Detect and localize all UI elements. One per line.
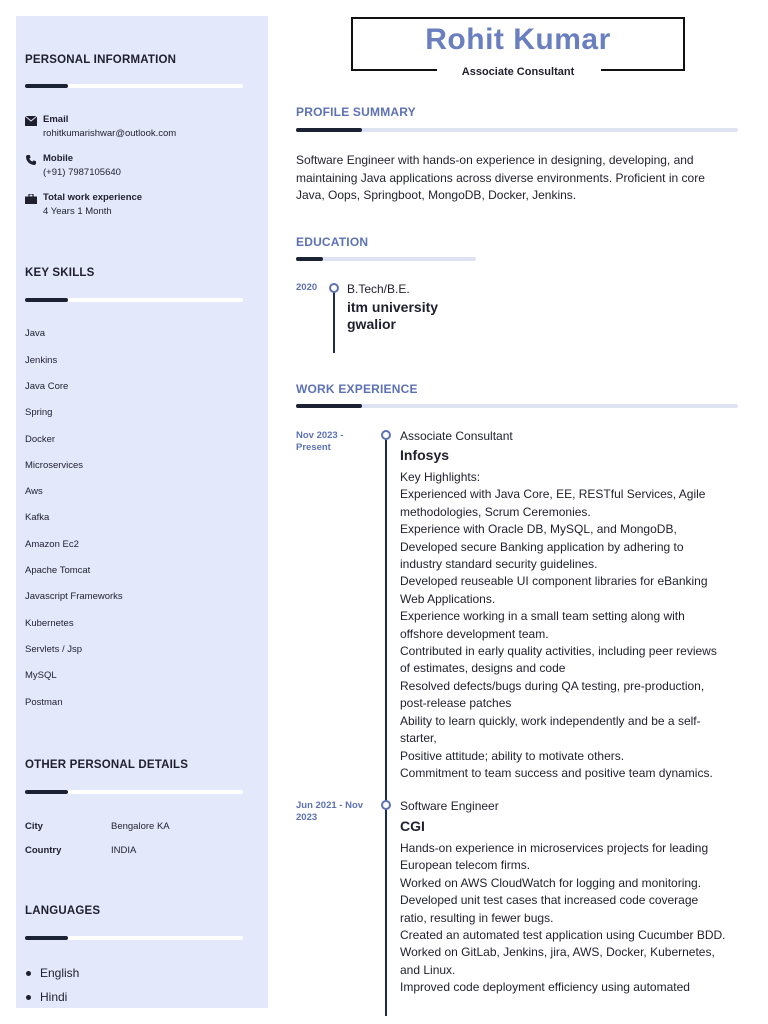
key-skills-heading: KEY SKILLS	[25, 267, 95, 279]
job-line: methodologies, Scrum Ceremonies.	[400, 504, 591, 519]
job-line: Developed secure Banking application by adhering to	[400, 539, 684, 554]
language-label: Hindi	[40, 990, 68, 1004]
job-line: Worked on GitLab, Jenkins, jira, AWS, Docker, Kubernetes,	[400, 945, 715, 960]
job-description	[400, 840, 742, 997]
mobile-label: Mobile	[43, 153, 74, 164]
job-line: Web Applications.	[400, 591, 496, 606]
skill-item: Apache Tomcat	[25, 565, 91, 576]
job-line: Experience with Oracle DB, MySQL, and MongoDB,	[400, 522, 677, 537]
job-date-line: Present	[296, 442, 331, 453]
skill-item: Spring	[25, 407, 53, 418]
profile-summary-heading: PROFILE SUMMARY	[296, 105, 416, 119]
job-line: and Linux.	[400, 962, 456, 977]
skill-item: Postman	[25, 697, 63, 708]
summary-line: Software Engineer with hands-on experience in designing, developing, and	[296, 153, 694, 167]
job-line: Commitment to team success and positive team dynamics.	[400, 765, 713, 780]
job-line: Experienced with Java Core, EE, RESTful Services, Agile	[400, 487, 706, 502]
job-line: industry standard security guidelines.	[400, 557, 598, 572]
job-line: Developed unit test cases that increased code coverage	[400, 893, 699, 908]
job-company: CGI	[400, 818, 425, 834]
country-value: INDIA	[111, 845, 137, 856]
timeline-dot	[329, 283, 339, 293]
education-school	[347, 299, 438, 332]
country-label: Country	[25, 845, 62, 856]
job-line: ratio, resulting in fewer bugs.	[400, 910, 554, 925]
job-line: Created an automated test application using Cucumber BDD.	[400, 928, 726, 943]
job-line: European telecom firms.	[400, 858, 531, 873]
job-date-line: Jun 2021 - Nov	[296, 800, 364, 811]
section-divider	[296, 404, 738, 408]
briefcase-icon	[25, 194, 37, 204]
email-value: rohitkumarishwar@outlook.com	[43, 128, 177, 139]
job-line: Improved code deployment efficiency using automated	[400, 980, 690, 995]
section-divider	[25, 790, 243, 794]
city-value: Bengalore KA	[111, 821, 170, 832]
job-line: Hands-on experience in microservices projects for leading	[400, 841, 709, 855]
section-divider	[296, 128, 738, 132]
skill-item: Amazon Ec2	[25, 539, 79, 550]
skill-item: Java Core	[25, 381, 69, 392]
experience-label: Total work experience	[43, 192, 143, 203]
education-year: 2020	[296, 282, 318, 293]
job-role: Software Engineer	[400, 799, 499, 813]
skill-item: Java	[25, 328, 46, 339]
candidate-role: Associate Consultant	[461, 66, 575, 78]
job-date	[296, 800, 363, 824]
timeline-dot	[381, 800, 391, 810]
envelope-icon	[25, 116, 37, 126]
language-label: English	[40, 966, 80, 980]
job-date-line: 2023	[296, 812, 318, 823]
experience-value: 4 Years 1 Month	[43, 206, 112, 217]
job-date	[296, 430, 344, 454]
profile-summary-text	[296, 152, 738, 205]
personal-information-heading: PERSONAL INFORMATION	[25, 54, 177, 66]
job-line: Developed reuseable UI component libraries for eBanking	[400, 574, 708, 589]
job-line: Resolved defects/bugs during QA testing, pre-production,	[400, 678, 705, 693]
education-heading: EDUCATION	[296, 235, 369, 249]
job-line: Contributed in early quality activities, including peer reviews	[400, 644, 717, 659]
job-line: Worked on AWS CloudWatch for logging and monitoring.	[400, 875, 702, 890]
email-label: Email	[43, 114, 69, 125]
job-line: starter,	[400, 731, 437, 746]
job-line: offshore development team.	[400, 626, 549, 641]
phone-icon	[25, 155, 37, 165]
bullet-icon	[26, 995, 31, 1000]
job-company: Infosys	[400, 447, 450, 463]
timeline-line	[333, 288, 335, 353]
job-date-line: Nov 2023 -	[296, 430, 344, 441]
summary-line: Java, Oops, Springboot, MongoDB, Docker, Jenkins.	[296, 188, 577, 202]
school-line: gwalior	[347, 315, 397, 332]
work-experience-heading: WORK EXPERIENCE	[296, 382, 418, 396]
timeline-dot	[381, 430, 391, 440]
skill-item: Jenkins	[25, 355, 58, 366]
skill-item: Kubernetes	[25, 618, 74, 629]
job-line: Key Highlights:	[400, 470, 481, 484]
school-line: itm university	[347, 299, 439, 315]
skill-item: Aws	[25, 486, 43, 497]
education-degree: B.Tech/B.E.	[347, 282, 410, 296]
sidebar	[16, 16, 268, 1008]
section-divider	[25, 936, 243, 940]
skill-item: Servlets / Jsp	[25, 644, 83, 655]
skill-item: Kafka	[25, 512, 50, 523]
section-divider	[25, 84, 243, 88]
name-header	[351, 17, 685, 78]
job-role: Associate Consultant	[400, 429, 513, 443]
city-label: City	[25, 821, 43, 832]
summary-line: maintaining Java applications across diverse environments. Proficient in core	[296, 170, 705, 185]
job-line: Positive attitude; ability to motivate others.	[400, 748, 625, 763]
other-personal-details-heading: OTHER PERSONAL DETAILS	[25, 759, 189, 771]
timeline-line	[385, 436, 387, 1016]
job-line: Ability to learn quickly, work independently and be a self-	[400, 713, 701, 728]
job-line: post-release patches	[400, 696, 512, 711]
section-divider	[296, 257, 476, 261]
job-line: Experience working in a small team setting along with	[400, 609, 685, 624]
languages-heading: LANGUAGES	[25, 905, 101, 917]
skill-item: Javascript Frameworks	[25, 591, 123, 602]
skill-item: Docker	[25, 434, 56, 445]
skill-item: MySQL	[25, 670, 57, 681]
job-line: of estimates, designs and code	[400, 661, 566, 676]
bullet-icon	[26, 971, 31, 976]
job-description	[400, 469, 742, 782]
mobile-value: (+91) 7987105640	[43, 167, 121, 178]
candidate-name: Rohit Kumar	[425, 23, 611, 56]
section-divider	[25, 298, 243, 302]
skill-item: Microservices	[25, 460, 84, 471]
